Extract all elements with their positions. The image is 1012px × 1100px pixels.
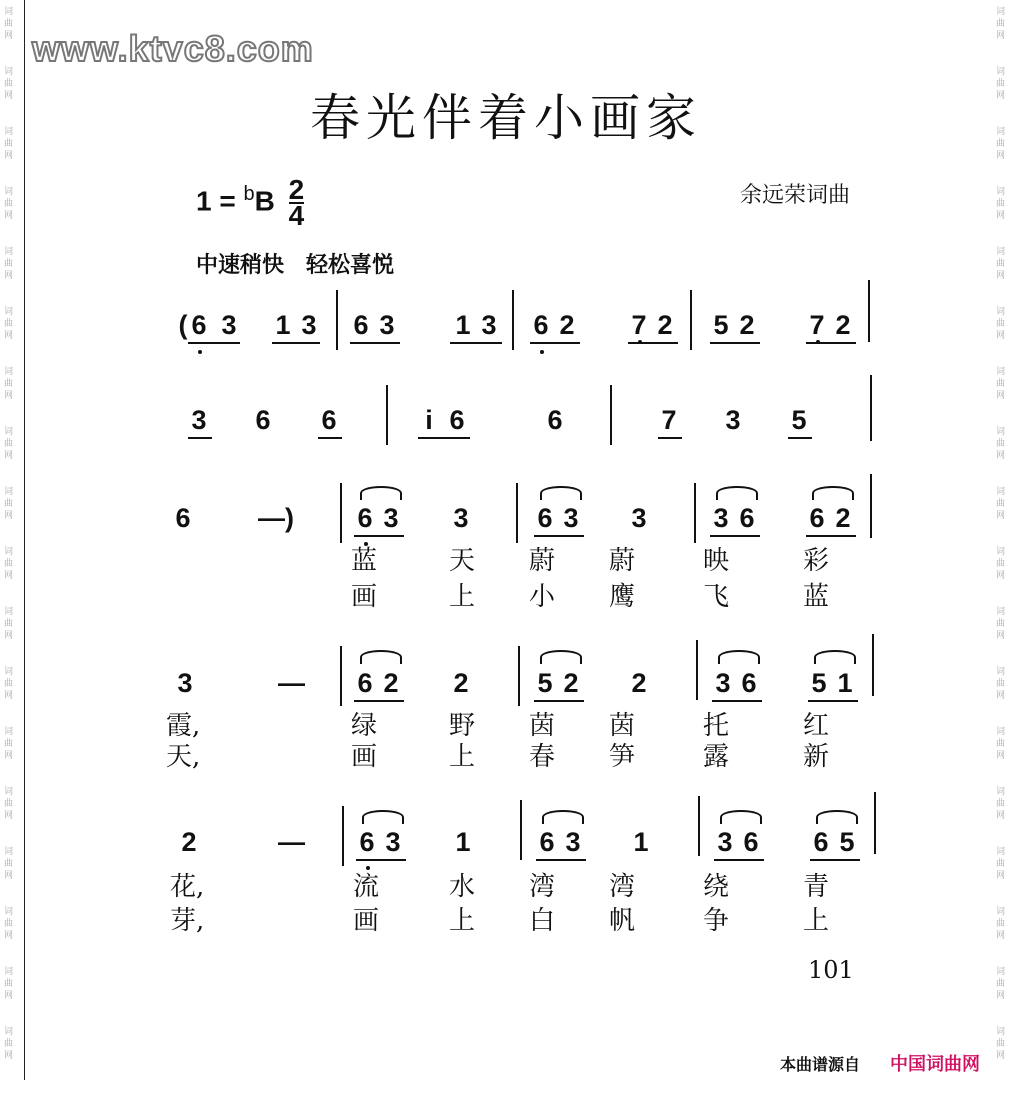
lyric: 青 — [802, 872, 829, 902]
note: 5 — [839, 827, 855, 857]
barline — [512, 290, 514, 350]
octave-dot — [638, 340, 642, 344]
barline — [336, 290, 338, 350]
note: 3 — [383, 503, 399, 533]
underline — [806, 535, 856, 537]
note: 3 — [191, 405, 207, 435]
note: 6 — [743, 827, 759, 857]
note: 1 — [275, 310, 291, 340]
lyric: 飞 — [702, 582, 729, 612]
side-watermark-right: 词曲网 词曲网 词曲网 词曲网 词曲网 词曲网 词曲网 词曲网 词曲网 词曲网 词曲网 词曲网 词曲网 词曲网 词曲网 词曲网 词曲网 词曲网 — [996, 7, 1006, 1061]
note: 6 — [191, 310, 207, 340]
note: 3 — [221, 310, 237, 340]
lyric: 白 — [528, 906, 555, 936]
lyric: 天 — [448, 546, 475, 576]
note: 2 — [739, 310, 755, 340]
note: 6 — [449, 405, 465, 435]
slur — [812, 486, 854, 500]
note: i — [425, 405, 433, 435]
note: 3 — [453, 503, 469, 533]
lyric: 上 — [448, 906, 475, 936]
note: — — [278, 827, 305, 857]
lyric: 帆 — [608, 906, 635, 936]
slur — [540, 650, 582, 664]
note: 3 — [717, 827, 733, 857]
barline — [340, 483, 342, 543]
barline — [520, 800, 522, 860]
note: 6 — [357, 668, 373, 698]
underline — [710, 342, 760, 344]
note: 3 — [631, 503, 647, 533]
note: 3 — [301, 310, 317, 340]
underline — [318, 437, 342, 439]
underline — [272, 342, 320, 344]
lyric: 笋 — [608, 742, 635, 772]
song-title: 春光伴着小画家 — [310, 89, 702, 147]
underline — [188, 342, 240, 344]
note: 6 — [813, 827, 829, 857]
octave-dot — [198, 350, 202, 354]
note: 6 — [321, 405, 337, 435]
lyric: 花, — [170, 872, 205, 902]
note: 2 — [631, 668, 647, 698]
lyric: 蔚 — [608, 546, 635, 576]
note: 6 — [739, 503, 755, 533]
note: 3 — [565, 827, 581, 857]
lyric: 彩 — [802, 546, 829, 576]
lyric: 映 — [702, 546, 729, 576]
note: 6 — [255, 405, 271, 435]
note: 5 — [537, 668, 553, 698]
octave-dot — [540, 350, 544, 354]
barline — [694, 483, 696, 543]
underline — [710, 535, 760, 537]
slur — [360, 486, 402, 500]
underline — [810, 859, 860, 861]
note: 1 — [455, 310, 471, 340]
lyric: 争 — [702, 906, 729, 936]
note: 7 — [661, 405, 677, 435]
note: 5 — [791, 405, 807, 435]
slur — [362, 810, 404, 824]
lyric: 画 — [350, 582, 377, 612]
underline — [658, 437, 682, 439]
note: 1 — [455, 827, 471, 857]
lyric: 蓝 — [802, 582, 829, 612]
note: 3 — [713, 503, 729, 533]
underline — [788, 437, 812, 439]
underline — [354, 535, 404, 537]
underline — [712, 700, 762, 702]
barline — [518, 646, 520, 706]
note: 1 — [633, 827, 649, 857]
octave-dot — [816, 340, 820, 344]
note: 6 — [741, 668, 757, 698]
note: 6 — [533, 310, 549, 340]
lyric: 鹰 — [608, 582, 635, 612]
note: 2 — [835, 503, 851, 533]
note: —) — [258, 503, 294, 533]
composer-credit: 余远荣词曲 — [740, 183, 851, 208]
note: 3 — [385, 827, 401, 857]
note: 2 — [181, 827, 197, 857]
barline — [870, 474, 872, 538]
lyric: 春 — [528, 742, 555, 772]
lyric: 天, — [166, 742, 201, 772]
note: 6 — [359, 827, 375, 857]
lyric: 湾 — [608, 872, 635, 902]
note: 6 — [537, 503, 553, 533]
note: 3 — [481, 310, 497, 340]
key-signature: 1 = $^b$B $\frac{2}{4}$ — [196, 174, 305, 231]
barline — [872, 634, 874, 696]
underline — [534, 535, 584, 537]
slur — [814, 650, 856, 664]
page-border — [24, 0, 25, 1080]
lyric: 小 — [528, 582, 555, 612]
note: — — [278, 668, 305, 698]
lyric: 上 — [802, 906, 829, 936]
site-watermark: www.ktvc8.com — [32, 28, 314, 69]
underline — [450, 342, 502, 344]
note: 2 — [835, 310, 851, 340]
slur — [360, 650, 402, 664]
note: 6 — [809, 503, 825, 533]
note: 3 — [563, 503, 579, 533]
lyric: 画 — [352, 906, 379, 936]
underline — [188, 437, 212, 439]
note: 1 — [837, 668, 853, 698]
barline — [696, 640, 698, 700]
source-label: 本曲谱源自 — [780, 1055, 861, 1074]
barline — [386, 385, 388, 445]
slur — [542, 810, 584, 824]
underline — [356, 859, 406, 861]
lyric: 托 — [702, 711, 729, 741]
lyric: 绕 — [702, 872, 729, 902]
slur — [720, 810, 762, 824]
slur — [816, 810, 858, 824]
underline — [808, 700, 858, 702]
barline — [690, 290, 692, 350]
note: 3 — [715, 668, 731, 698]
underline — [806, 342, 856, 344]
page-number: 101 — [808, 956, 854, 984]
barline — [340, 646, 342, 706]
lyric: 霞, — [166, 711, 201, 741]
note: 6 — [547, 405, 563, 435]
barline — [874, 792, 876, 854]
lyric: 水 — [448, 872, 475, 902]
note: 2 — [383, 668, 399, 698]
lyric: 芽, — [170, 906, 205, 936]
underline — [418, 437, 470, 439]
note: 2 — [559, 310, 575, 340]
lyric: 茵 — [528, 711, 555, 741]
note: 2 — [453, 668, 469, 698]
underline — [536, 859, 586, 861]
note: 3 — [379, 310, 395, 340]
note: 6 — [539, 827, 555, 857]
lyric: 流 — [352, 872, 379, 902]
lyric: 茵 — [608, 711, 635, 741]
barline — [342, 806, 344, 866]
underline — [530, 342, 580, 344]
lyric: 蓝 — [350, 546, 377, 576]
side-watermark-left: 词曲网 词曲网 词曲网 词曲网 词曲网 词曲网 词曲网 词曲网 词曲网 词曲网 词曲网 词曲网 词曲网 词曲网 词曲网 词曲网 词曲网 词曲网 — [4, 7, 14, 1061]
note: 5 — [811, 668, 827, 698]
underline — [714, 859, 764, 861]
slur — [718, 650, 760, 664]
underline — [534, 700, 584, 702]
note: 3 — [725, 405, 741, 435]
note: 7 — [631, 310, 647, 340]
barline — [610, 385, 612, 445]
slur — [716, 486, 758, 500]
barline — [698, 796, 700, 856]
tempo-marking: 中速稍快 轻松喜悦 — [196, 253, 395, 278]
note: 2 — [657, 310, 673, 340]
lyric: 新 — [802, 742, 829, 772]
note: 7 — [809, 310, 825, 340]
barline — [516, 483, 518, 543]
note: 6 — [353, 310, 369, 340]
lyric: 绿 — [350, 711, 377, 741]
note: 6 — [357, 503, 373, 533]
note: 3 — [177, 668, 193, 698]
barline — [868, 280, 870, 342]
note: 6 — [175, 503, 191, 533]
lyric: 上 — [448, 742, 475, 772]
underline — [354, 700, 404, 702]
note: ( — [178, 310, 188, 340]
lyric: 红 — [802, 711, 829, 741]
barline — [870, 375, 872, 441]
lyric: 野 — [448, 711, 475, 741]
underline — [628, 342, 678, 344]
lyric: 蔚 — [528, 546, 555, 576]
lyric: 画 — [350, 742, 377, 772]
underline — [350, 342, 400, 344]
lyric: 湾 — [528, 872, 555, 902]
lyric: 上 — [448, 582, 475, 612]
lyric: 露 — [702, 742, 729, 772]
source-site: 中国词曲网 — [890, 1054, 980, 1075]
note: 2 — [563, 668, 579, 698]
slur — [540, 486, 582, 500]
note: 5 — [713, 310, 729, 340]
